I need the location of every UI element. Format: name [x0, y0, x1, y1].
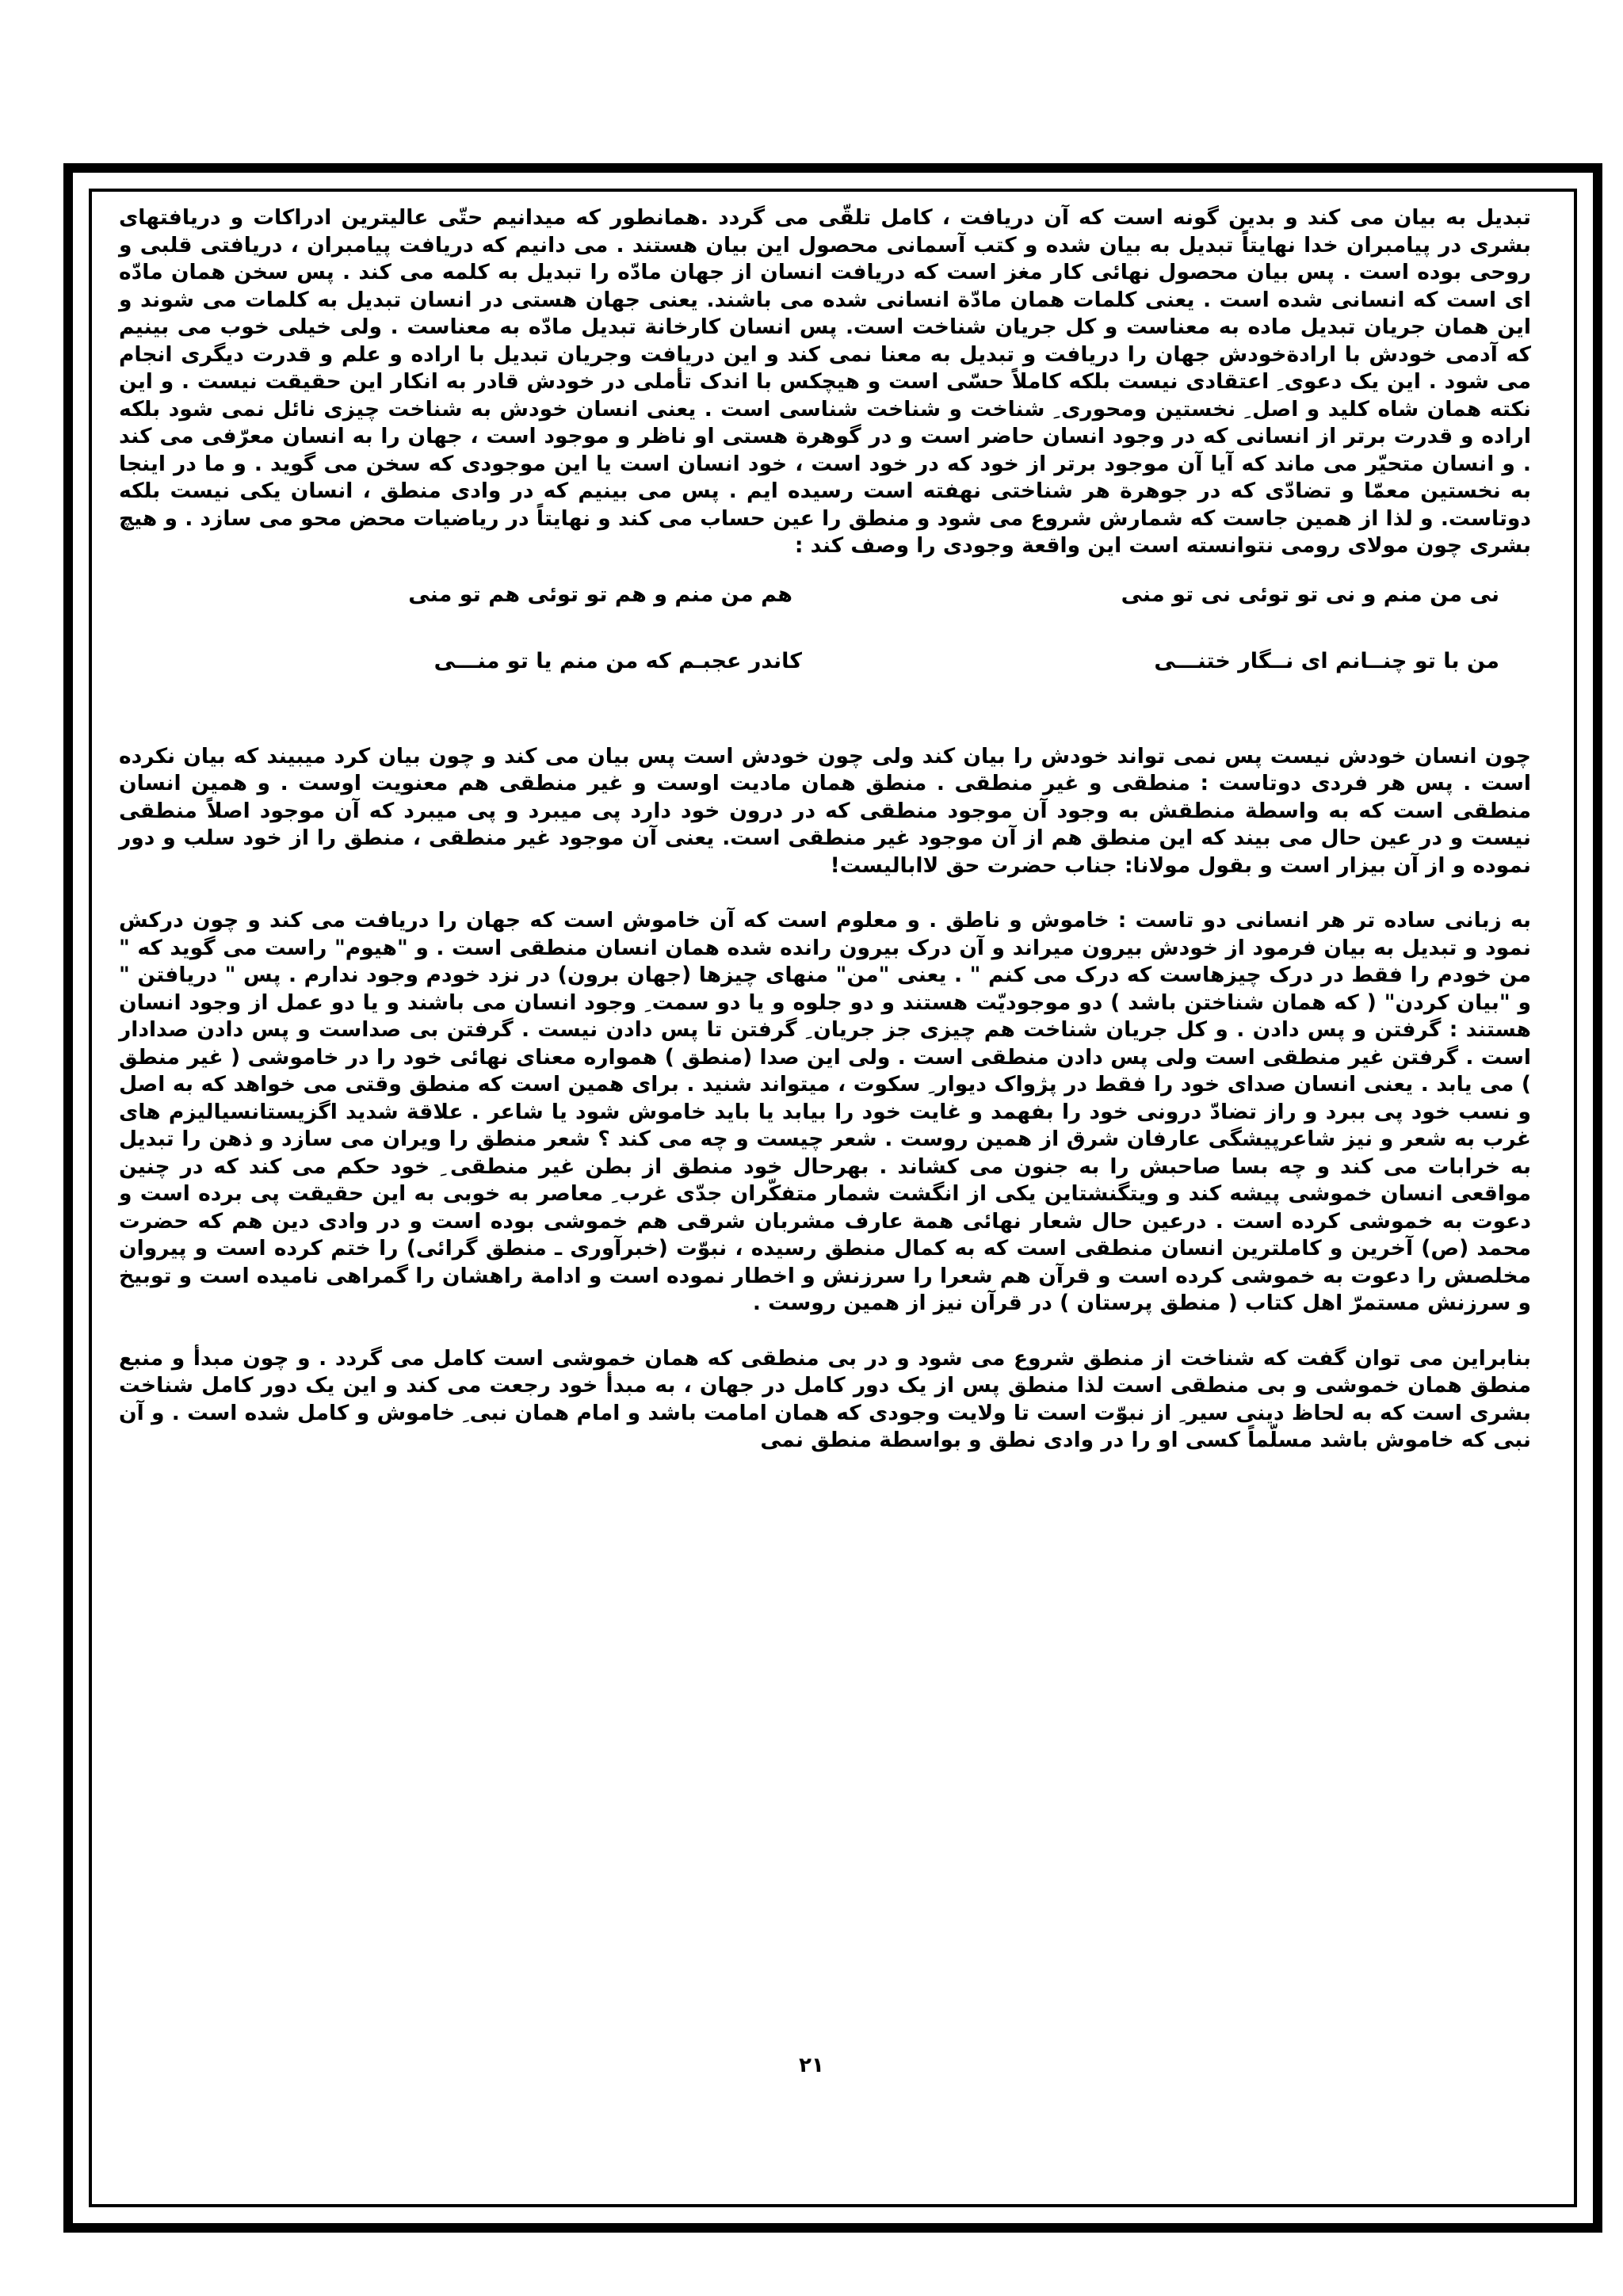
paragraph-3: به زبانی ساده تر هر انسانی دو تاست : خاموش و ناطق . و معلوم است که آن خاموش است که جهان را دریافت می کند و چون درکش نمود و تبدیل به بیان فرمود از خودش بیرون میراند و آن درک بیرون رانده شده همان انسان منطقی است . و "هیوم" راست می گوید که " من خودم را فقط در درک چیزهاست که درک می کنم " . یعنی "من" منهای چیزها (جهان برون) در نزد خودم وجود ندارم . پس " دریافتن " و "بیان کردن" ( که همان شناختن باشد ) دو موجودیّت هستند و دو جلوه و یا دو سمت ِ وجود انسان می باشند و یا دو عمل از وجود انسان هستند : گرفتن و پس دادن . و کل جریان شناخت هم چیزی جز جریان ِ گرفتن تا پس دادن نیست . گرفتن بی صداست و پس دادن صدادار است . گرفتن غیر منطقی است ولی پس دادن منطقی است . ولی این صدا (منطق ) همواره معنای نهائی خود را در خاموشی ( غیر منطق ) می یابد . یعنی انسان صدای خود را فقط در پژواک دیوار ِ سکوت ، میتواند شنید . برای همین است که منطق وقتی می خواهد که به اصل و نسب خود پی ببرد و راز تضادّ درونی خود را بفهمد و غایت خود را بیابد یا باید خاموش شود یا شاعر . علاقة شدید اگزیستانسیالیزم های غرب به شعر و نیز شاعرپیشگی عارفان شرق از همین روست . شعر چیست و چه می کند ؟ شعر منطق را ویران می سازد و ذهن را تبدیل به خرابات می کند و چه بسا صاحبش را به جنون می کشاند . بهرحال خود منطق از بطن غیر منطقی ِ خود حکم می کند که در چنین مواقعی انسان خموشی پیشه کند و ویتگنشتاین یکی از انگشت شمار متفکّران جدّی غرب ِ معاصر به خوبی به این حقیقت پی برده است و دعوت به خموشی کرده است . درعین حال شعار نهائی همة عارف مشربان شرقی هم خموشی بوده است و در وادی دین هم که حضرت محمد (ص) آخرین و کاملترین انسان منطقی است که به کمال منطق رسیده ، نبوّت (خبرآوری ـ منطق گرائی) را ختم کرده است و پیروان مخلصش را دعوت به خموشی کرده است و قرآن هم شعرا را سرزنش و اخطار نموده است و ادامة راهشان را گمراهی نامیده است و توبیخ و سرزنش مستمرّ اهل کتاب ( منطق پرستان ) در قرآن نیز از همین روست .	[119, 908, 1531, 1315]
page-body	[119, 204, 1531, 1455]
paragraph-4: بنابراین می توان گفت که شناخت از منطق شروع می شود و در بی منطقی که همان خموشی است کامل می گردد . و چون مبدأ و منبع منطق همان خموشی و بی منطقی است لذا منطق پس از یک دور کامل در جهان ، به مبدأ خود رجعت می کند و این یک دور کامل شناخت بشری است که به لحاظ دینی سیر ِ از نبوّت است تا ولایت وجودی که همان امامت باشد و امام همان نبی ِ خاموش و کامل شده است . و آن نبی که خاموش باشد مسلّماً کسی او را در وادی نطق و بواسطة منطق نمی	[119, 1345, 1531, 1452]
poem-line1-second-hemistich: هم من منم و هم تو توئی هم تو منی	[408, 582, 792, 607]
poem-line2-second-hemistich: کاندر عجبـم که من منم یا تو منـــی	[433, 648, 802, 673]
page-number: ۲۱	[799, 2054, 824, 2077]
poem-quatrain	[119, 582, 1531, 716]
poem-line1-first-hemistich: نی من منم و نی تو توئی نی تو منی	[1121, 582, 1499, 607]
poem-line2-first-hemistich: من با تو چنــانم ای نــگار ختنـــی	[1154, 648, 1499, 673]
paragraph-2: چون انسان خودش نیست پس نمی تواند خودش را بیان کند ولی چون خودش است پس بیان می کند و چون بیان کرد میبیند که بیان نکرده است . پس هر فردی دوتاست : منطقی و غیر منطقی . منطق همان مادیت اوست و غیر منطقی هم معنویت اوست . و همین انسان منطقی است که به واسطة منطقش به وجود آن موجود منطقی که در درون خود دارد پی میبرد و پی میبرد که آن موجود اصلاً منطقی نیست و در عین حال می بیند که این منطق هم از آن موجود غیر منطقی است. یعنی آن موجود غیر منطقی ، منطق را از خود سلب و دور نموده و از آن بیزار است و بقول مولانا: جناب حضرت حق لاابالیست!	[119, 743, 1531, 878]
paragraph-1: تبدیل به بیان می کند و بدین گونه است که آن دریافت ، کامل تلقّی می گردد .همانطور که میدانیم حتّی عالیترین ادراکات و دریافتهای بشری در پیامبران خدا نهایتاً تبدیل به بیان شده و کتب آسمانی محصول این بیان هستند . می دانیم که دریافت پیامبران ، دریافتی قلبی و روحی بوده است . پس بیان محصول نهائی کار مغز است که دریافت انسان از جهان مادّه را تبدیل به کلمه می کند . پس سخن همان مادّه ای است که انسانی شده است . یعنی کلمات همان مادّة انسانی شده می باشند. یعنی جهان هستی در انسان تبدیل به کلمات می شوند و این همان جریان تبدیل ماده به معناست و کل جریان شناخت است. پس انسان کارخانة تبدیل مادّه به معناست . ولی خیلی خوب می بینیم که آدمی خودش با ارادةخودش جهان را دریافت و تبدیل به معنا نمی کند و این دریافت وجریان تبدیل با اراده و علم و قدرت دیگری انجام می شود . این یک دعوی ِ اعتقادی نیست بلکه کاملاً حسّی است و هیچکس با اندک تأملی در خودش قادر به انکار این حقیقت نیست . و این نکته همان شاه کلید و اصل ِ نخستین ومحوری ِ شناخت و شناخت شناسی است . یعنی انسان خودش به شناخت چیزی نائل نمی شود بلکه اراده و قدرت برتر از انسانی که در وجود انسان حاضر است و در گوهرة هستی او ناظر و موجود است ، جهان را به انسان معرّفی می کند . و انسان متحیّر می ماند که آیا آن موجود برتر از خود که در خود است ، خود انسان است یا این موجودی که سخن می گوید . و ما در اینجا به نخستین معمّا و تضادّی که در جوهرة هر شناختی نهفته است رسیده ایم . پس می بینیم که در وادی منطق ، انسان یکی نیست بلکه دوتاست. و لذا از همین جاست که شمارش شروع می شود و منطق را عین حساب می کند و نهایتاً در ریاضیات محض محو می سازد . و هیچ بشری چون مولای رومی نتوانسته است این واقعة وجودی را وصف کند :	[119, 205, 1531, 558]
